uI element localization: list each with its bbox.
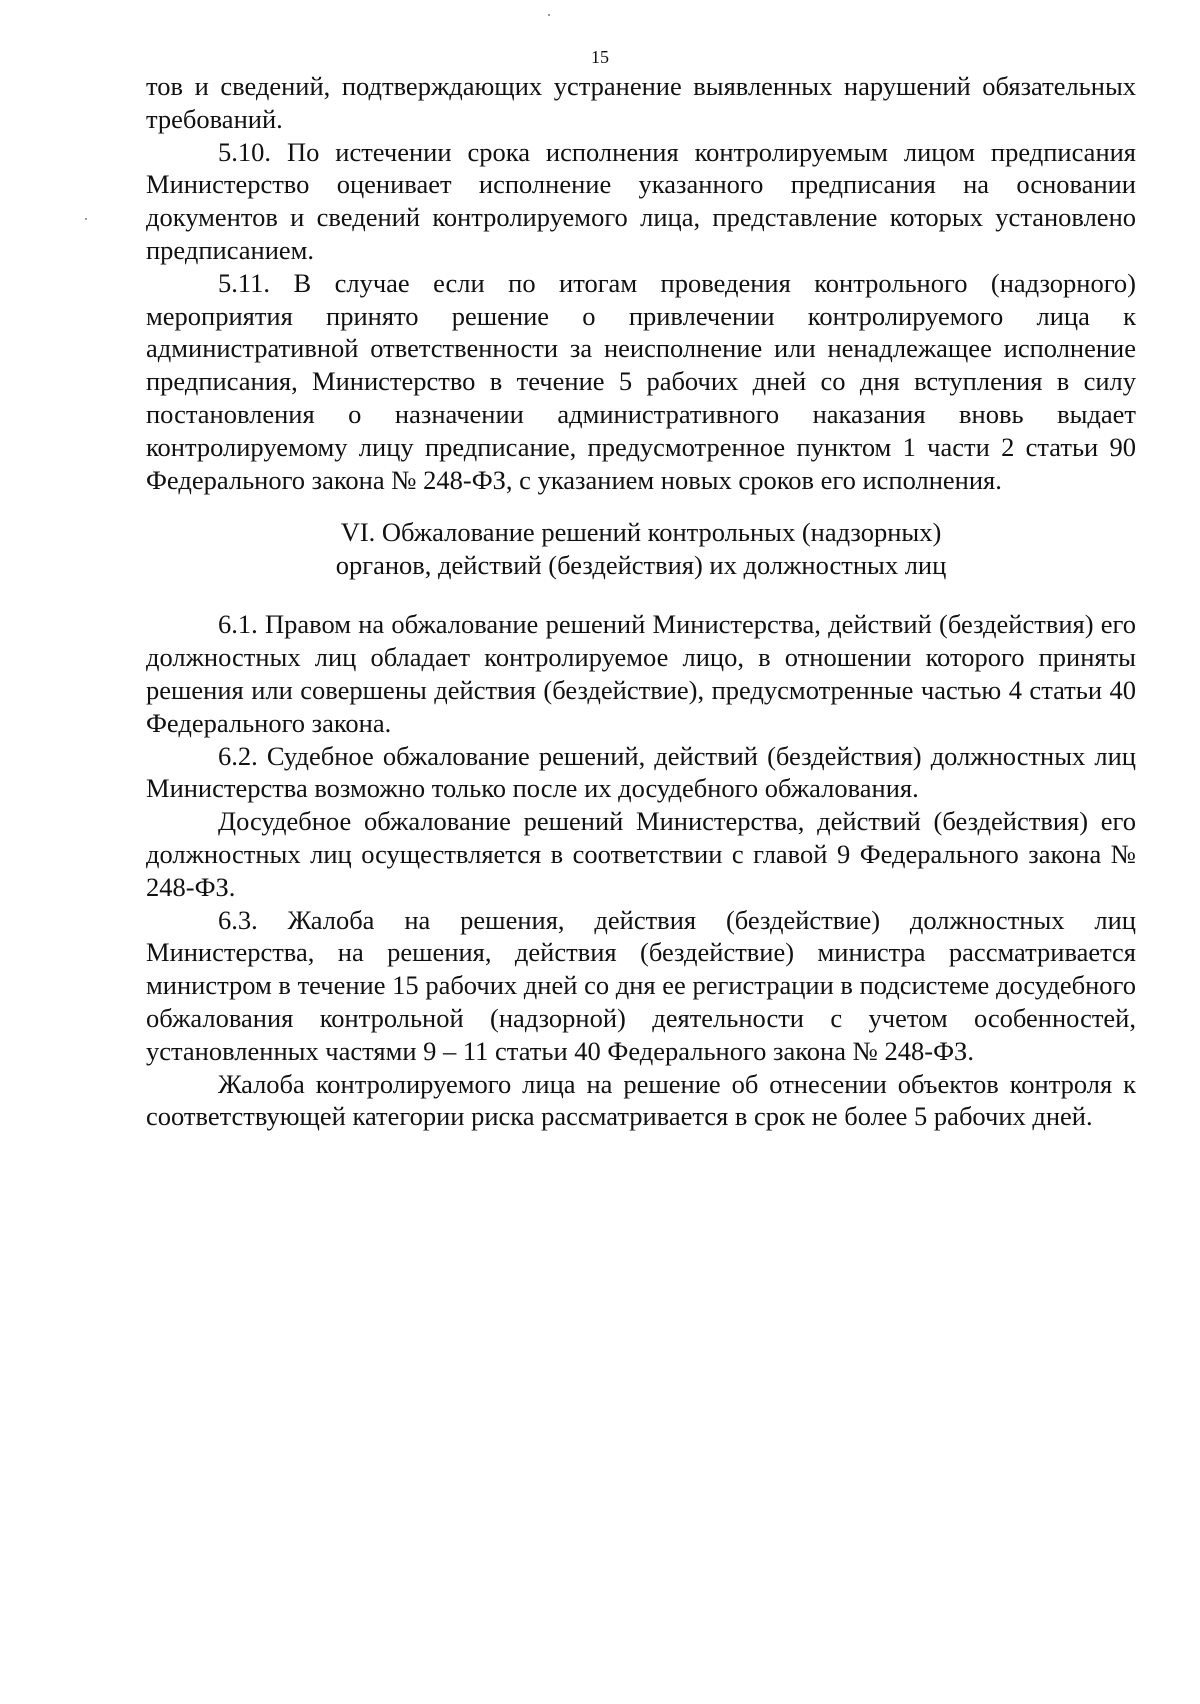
section-heading: [146, 516, 1136, 582]
paragraph-6-3-risk: Жалоба контролируемого лица на решение об отнесении объектов контроля к соответствующей категории риска рассматривается в срок не более 5 рабочих дней.: [146, 1068, 1136, 1132]
section-heading-line-2: органов, действий (бездействия) их должностных лиц: [335, 550, 947, 581]
paragraph-6-3: 6.3. Жалоба на решения, действия (бездействие) должностных лиц Министерства, на решения, действия (бездействие) министра рассматривается министром в течение 15 рабочих дней со дня ее регистрации в подсистеме досудебного обжалования контрольной (надзорной) деятельности с учетом особенностей, установленных частями 9 – 11 статьи 40 Федерального закона № 248-ФЗ.: [146, 904, 1136, 1066]
section-heading-line-1: VI. Обжалование решений контрольных (надзорных): [340, 517, 942, 548]
scan-speck: [548, 14, 550, 16]
scan-speck: [85, 218, 87, 220]
paragraph-continuation: тов и сведений, подтверждающих устранение выявленных нарушений обязательных требований.: [146, 71, 1136, 134]
paragraph-6-2: 6.2. Судебное обжалование решений, действий (бездействия) должностных лиц Министерства возможно только после их досудебного обжалования.: [146, 740, 1136, 804]
paragraph-6-1: 6.1. Правом на обжалование решений Министерства, действий (бездействия) его должностных лиц обладает контролируемое лицо, в отношении которого приняты решения или совершены действия (бездействие), предусмотренные частью 4 статьи 40 Федерального закона.: [146, 609, 1136, 738]
paragraph-5-10: 5.10. По истечении срока исполнения контролируемым лицом предписания Министерство оценивает исполнение указанного предписания на основании документов и сведений контролируемого лица, представление которых установлено предписанием.: [146, 136, 1136, 265]
paragraph-6-2-pretrial: Досудебное обжалование решений Министерства, действий (бездействия) его должностных лиц осуществляется в соответствии с главой 9 Федерального закона № 248-ФЗ.: [146, 806, 1136, 902]
page-number: 15: [591, 47, 609, 67]
paragraph-5-11: 5.11. В случае если по итогам проведения контрольного (надзорного) мероприятия принято решение о привлечении контролируемого лица к административной ответственности за неисполнение или ненадлежащее исполнение предписания, Министерство в течение 5 рабочих дней со дня вступления в силу постановления о назначении административного наказания вновь выдает контролируемому лицу предписание, предусмотренное пунктом 1 части 2 статьи 90 Федерального закона № 248-ФЗ, с указанием новых сроков его исполнения.: [146, 267, 1136, 495]
document-body: [146, 70, 1136, 1133]
